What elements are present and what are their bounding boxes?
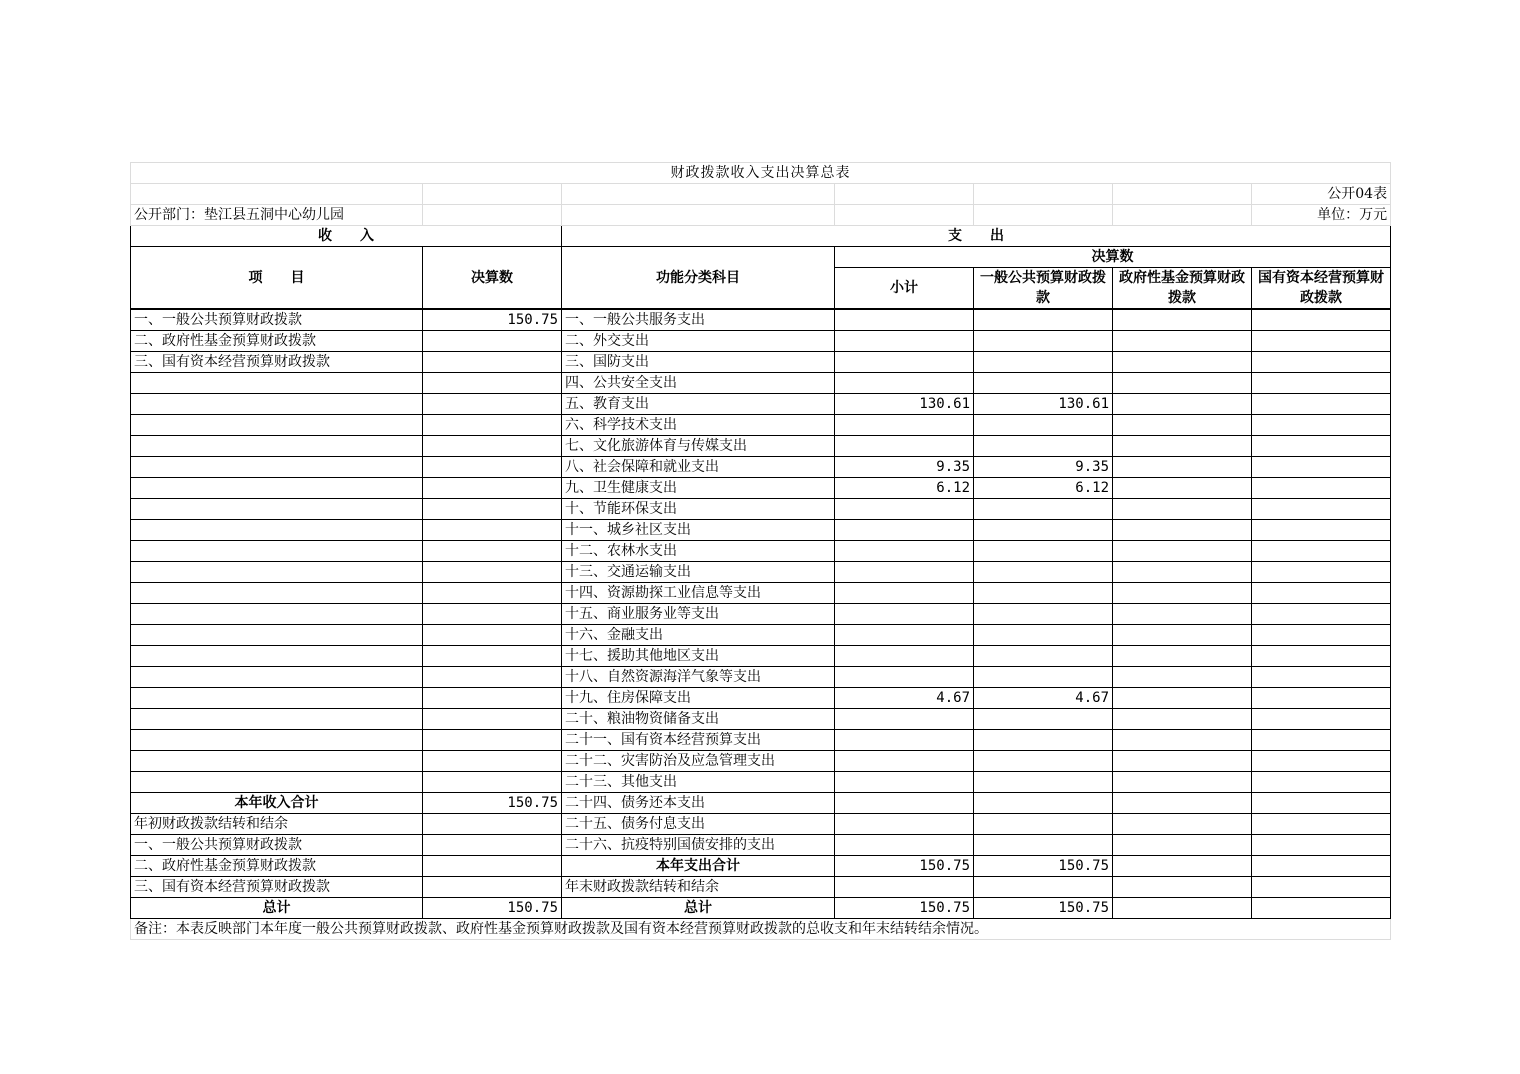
state-capital-cell — [1252, 625, 1391, 646]
table-row — [131, 709, 1391, 730]
income-amount-cell — [423, 604, 562, 625]
expense-item-cell: 一、一般公共服务支出 — [562, 310, 835, 331]
expense-item-cell: 二十四、债务还本支出 — [562, 793, 835, 814]
table-row — [131, 310, 1391, 331]
income-amount-cell — [423, 667, 562, 688]
income-item-cell — [131, 457, 423, 478]
table-row — [131, 835, 1391, 856]
subtotal-cell — [835, 331, 974, 352]
gov-fund-cell — [1113, 646, 1252, 667]
gov-fund-cell — [1113, 541, 1252, 562]
state-capital-cell — [1252, 520, 1391, 541]
income-item-cell: 三、国有资本经营预算财政拨款 — [131, 352, 423, 373]
subtotal-cell: 150.75 — [835, 856, 974, 877]
general-budget-cell — [974, 373, 1113, 394]
income-item-cell — [131, 604, 423, 625]
subtotal-cell — [835, 793, 974, 814]
income-item-cell — [131, 499, 423, 520]
income-amount-cell — [423, 436, 562, 457]
general-budget-cell: 4.67 — [974, 688, 1113, 709]
table-row — [131, 415, 1391, 436]
general-budget-cell — [974, 625, 1113, 646]
income-item-cell — [131, 751, 423, 772]
income-amount-cell — [423, 478, 562, 499]
state-capital-cell — [1252, 310, 1391, 331]
income-item-cell: 一、一般公共预算财政拨款 — [131, 310, 423, 331]
subtotal-cell — [835, 562, 974, 583]
income-item-cell — [131, 562, 423, 583]
gov-fund-cell — [1113, 751, 1252, 772]
page-title: 财政拨款收入支出决算总表 — [131, 163, 1391, 184]
gov-fund-cell — [1113, 877, 1252, 898]
state-capital-cell — [1252, 541, 1391, 562]
gov-fund-cell — [1113, 688, 1252, 709]
gov-fund-cell — [1113, 394, 1252, 415]
income-amount-cell — [423, 877, 562, 898]
report-sheet — [130, 162, 1390, 940]
general-budget-cell — [974, 352, 1113, 373]
expense-item-cell: 十七、援助其他地区支出 — [562, 646, 835, 667]
general-budget-cell: 6.12 — [974, 478, 1113, 499]
table-row — [131, 625, 1391, 646]
table-row — [131, 730, 1391, 751]
income-amount-cell — [423, 562, 562, 583]
expense-item-cell: 十六、金融支出 — [562, 625, 835, 646]
subtotal-cell — [835, 310, 974, 331]
income-header: 收 入 — [131, 226, 562, 247]
blank-cell — [835, 205, 974, 226]
income-amount-cell — [423, 520, 562, 541]
expense-item-cell: 十八、自然资源海洋气象等支出 — [562, 667, 835, 688]
income-amount-cell — [423, 772, 562, 793]
income-item-cell: 二、政府性基金预算财政拨款 — [131, 856, 423, 877]
blank-cell — [974, 184, 1113, 205]
state-capital-cell — [1252, 415, 1391, 436]
gov-fund-cell — [1113, 499, 1252, 520]
income-item-cell — [131, 373, 423, 394]
income-item-cell: 年初财政拨款结转和结余 — [131, 814, 423, 835]
income-item-cell: 三、国有资本经营预算财政拨款 — [131, 877, 423, 898]
state-capital-cell — [1252, 751, 1391, 772]
gov-fund-cell — [1113, 373, 1252, 394]
general-budget-cell — [974, 310, 1113, 331]
state-capital-cell — [1252, 856, 1391, 877]
general-budget-cell — [974, 520, 1113, 541]
table-row — [131, 688, 1391, 709]
expense-item-cell: 十二、农林水支出 — [562, 541, 835, 562]
general-budget-header: 一般公共预算财政拨款 — [974, 268, 1113, 309]
state-capital-cell — [1252, 877, 1391, 898]
blank-cell — [131, 184, 423, 205]
expense-item-cell: 五、教育支出 — [562, 394, 835, 415]
gov-fund-cell — [1113, 772, 1252, 793]
table-row — [131, 646, 1391, 667]
gov-fund-cell — [1113, 814, 1252, 835]
table-row — [131, 478, 1391, 499]
department-label: 公开部门：垫江县五洞中心幼儿园 — [131, 205, 423, 226]
table-row — [131, 373, 1391, 394]
data-rows — [131, 310, 1391, 919]
gov-fund-cell — [1113, 625, 1252, 646]
subtotal-cell — [835, 835, 974, 856]
expense-item-cell: 二十五、债务付息支出 — [562, 814, 835, 835]
income-item-cell — [131, 478, 423, 499]
general-budget-cell — [974, 835, 1113, 856]
subtotal-cell — [835, 604, 974, 625]
subtotal-cell — [835, 436, 974, 457]
general-budget-cell: 150.75 — [974, 898, 1113, 919]
gov-fund-cell — [1113, 793, 1252, 814]
general-budget-cell: 130.61 — [974, 394, 1113, 415]
expense-item-cell: 二十三、其他支出 — [562, 772, 835, 793]
blank-cell — [562, 184, 835, 205]
table-row — [131, 541, 1391, 562]
income-amount-cell — [423, 625, 562, 646]
table-row — [131, 331, 1391, 352]
general-budget-cell — [974, 667, 1113, 688]
subtotal-cell — [835, 415, 974, 436]
state-capital-cell — [1252, 604, 1391, 625]
general-budget-cell — [974, 646, 1113, 667]
income-amount-cell — [423, 814, 562, 835]
general-budget-cell — [974, 814, 1113, 835]
report-table — [130, 162, 1391, 309]
general-budget-cell — [974, 583, 1113, 604]
income-amount-cell — [423, 415, 562, 436]
form-number: 公开04表 — [1252, 184, 1391, 205]
state-capital-cell — [1252, 688, 1391, 709]
expense-item-cell: 六、科学技术支出 — [562, 415, 835, 436]
subtotal-cell — [835, 583, 974, 604]
income-item-cell — [131, 541, 423, 562]
income-amount-cell: 150.75 — [423, 793, 562, 814]
subtotal-cell: 6.12 — [835, 478, 974, 499]
gov-fund-cell — [1113, 478, 1252, 499]
expense-item-cell: 二十六、抗疫特别国债安排的支出 — [562, 835, 835, 856]
state-capital-header: 国有资本经营预算财政拨款 — [1252, 268, 1391, 309]
general-budget-cell — [974, 331, 1113, 352]
state-capital-cell — [1252, 772, 1391, 793]
final-amount-header: 决算数 — [423, 247, 562, 309]
income-amount-cell — [423, 709, 562, 730]
table-row — [131, 457, 1391, 478]
subtotal-cell — [835, 646, 974, 667]
subtotal-cell: 9.35 — [835, 457, 974, 478]
expense-item-cell: 二十一、国有资本经营预算支出 — [562, 730, 835, 751]
income-item-cell: 本年收入合计 — [131, 793, 423, 814]
state-capital-cell — [1252, 457, 1391, 478]
income-item-cell — [131, 646, 423, 667]
unit-label: 单位：万元 — [1252, 205, 1391, 226]
gov-fund-cell — [1113, 667, 1252, 688]
income-amount-cell — [423, 352, 562, 373]
gov-fund-cell — [1113, 352, 1252, 373]
income-amount-cell — [423, 688, 562, 709]
expense-item-cell: 十四、资源勘探工业信息等支出 — [562, 583, 835, 604]
general-budget-cell: 9.35 — [974, 457, 1113, 478]
item-header: 项 目 — [131, 247, 423, 309]
subtotal-cell — [835, 751, 974, 772]
income-item-cell — [131, 415, 423, 436]
state-capital-cell — [1252, 898, 1391, 919]
table-row — [131, 352, 1391, 373]
general-budget-cell — [974, 730, 1113, 751]
income-amount-cell — [423, 457, 562, 478]
income-amount-cell — [423, 751, 562, 772]
subtotal-cell — [835, 541, 974, 562]
gov-fund-cell — [1113, 856, 1252, 877]
state-capital-cell — [1252, 352, 1391, 373]
income-item-cell — [131, 730, 423, 751]
gov-fund-cell — [1113, 709, 1252, 730]
gov-fund-cell — [1113, 562, 1252, 583]
state-capital-cell — [1252, 730, 1391, 751]
state-capital-cell — [1252, 709, 1391, 730]
income-item-cell — [131, 583, 423, 604]
table-row — [131, 667, 1391, 688]
state-capital-cell — [1252, 373, 1391, 394]
table-row — [131, 583, 1391, 604]
table-row — [131, 856, 1391, 877]
general-budget-cell — [974, 877, 1113, 898]
state-capital-cell — [1252, 436, 1391, 457]
income-amount-cell — [423, 856, 562, 877]
general-budget-cell: 150.75 — [974, 856, 1113, 877]
income-amount-cell — [423, 730, 562, 751]
blank-cell — [1113, 205, 1252, 226]
expense-item-cell: 二、外交支出 — [562, 331, 835, 352]
general-budget-cell — [974, 415, 1113, 436]
expense-item-cell: 十三、交通运输支出 — [562, 562, 835, 583]
gov-fund-cell — [1113, 436, 1252, 457]
gov-fund-cell — [1113, 835, 1252, 856]
subtotal-cell — [835, 730, 974, 751]
general-budget-cell — [974, 709, 1113, 730]
subtotal-cell: 4.67 — [835, 688, 974, 709]
expense-item-cell: 四、公共安全支出 — [562, 373, 835, 394]
expense-header: 支 出 — [562, 226, 1391, 247]
table-row — [131, 772, 1391, 793]
state-capital-cell — [1252, 562, 1391, 583]
subtotal-cell — [835, 352, 974, 373]
expense-item-cell: 总计 — [562, 898, 835, 919]
gov-fund-header: 政府性基金预算财政拨款 — [1113, 268, 1252, 309]
expense-item-cell: 十九、住房保障支出 — [562, 688, 835, 709]
table-row — [131, 751, 1391, 772]
blank-cell — [562, 205, 835, 226]
state-capital-cell — [1252, 793, 1391, 814]
state-capital-cell — [1252, 835, 1391, 856]
expense-item-cell: 十、节能环保支出 — [562, 499, 835, 520]
general-budget-cell — [974, 499, 1113, 520]
state-capital-cell — [1252, 646, 1391, 667]
state-capital-cell — [1252, 478, 1391, 499]
income-amount-cell: 150.75 — [423, 310, 562, 331]
income-item-cell — [131, 772, 423, 793]
table-row — [131, 436, 1391, 457]
subtotal-header: 小计 — [835, 268, 974, 309]
income-amount-cell: 150.75 — [423, 898, 562, 919]
gov-fund-cell — [1113, 730, 1252, 751]
subtotal-cell — [835, 625, 974, 646]
state-capital-cell — [1252, 394, 1391, 415]
state-capital-cell — [1252, 814, 1391, 835]
expense-item-cell: 三、国防支出 — [562, 352, 835, 373]
income-amount-cell — [423, 835, 562, 856]
income-amount-cell — [423, 394, 562, 415]
blank-cell — [1113, 184, 1252, 205]
income-amount-cell — [423, 583, 562, 604]
subtotal-cell — [835, 709, 974, 730]
income-amount-cell — [423, 373, 562, 394]
income-amount-cell — [423, 331, 562, 352]
state-capital-cell — [1252, 331, 1391, 352]
gov-fund-cell — [1113, 415, 1252, 436]
gov-fund-cell — [1113, 604, 1252, 625]
general-budget-cell — [974, 436, 1113, 457]
blank-cell — [423, 184, 562, 205]
expense-item-cell: 八、社会保障和就业支出 — [562, 457, 835, 478]
table-row — [131, 562, 1391, 583]
table-row — [131, 604, 1391, 625]
gov-fund-cell — [1113, 457, 1252, 478]
income-item-cell — [131, 436, 423, 457]
income-item-cell — [131, 688, 423, 709]
gov-fund-cell — [1113, 520, 1252, 541]
expense-item-cell: 九、卫生健康支出 — [562, 478, 835, 499]
gov-fund-cell — [1113, 898, 1252, 919]
subtotal-cell — [835, 373, 974, 394]
subtotal-cell — [835, 499, 974, 520]
general-budget-cell — [974, 793, 1113, 814]
footnote: 备注：本表反映部门本年度一般公共预算财政拨款、政府性基金预算财政拨款及国有资本经营预算财政拨款的总收支和年末结转结余情况。 — [131, 919, 1391, 940]
subtotal-cell — [835, 772, 974, 793]
table-row — [131, 877, 1391, 898]
general-budget-cell — [974, 604, 1113, 625]
subtotal-cell: 150.75 — [835, 898, 974, 919]
income-item-cell: 总计 — [131, 898, 423, 919]
subtotal-cell: 130.61 — [835, 394, 974, 415]
table-row — [131, 520, 1391, 541]
subtotal-cell — [835, 520, 974, 541]
table-row — [131, 814, 1391, 835]
state-capital-cell — [1252, 667, 1391, 688]
gov-fund-cell — [1113, 583, 1252, 604]
table-row — [131, 898, 1391, 919]
blank-cell — [974, 205, 1113, 226]
blank-cell — [423, 205, 562, 226]
blank-cell — [835, 184, 974, 205]
expense-item-cell: 年末财政拨款结转和结余 — [562, 877, 835, 898]
income-amount-cell — [423, 646, 562, 667]
income-amount-cell — [423, 541, 562, 562]
expense-item-cell: 七、文化旅游体育与传媒支出 — [562, 436, 835, 457]
income-item-cell — [131, 667, 423, 688]
expense-item-cell: 十五、商业服务业等支出 — [562, 604, 835, 625]
general-budget-cell — [974, 562, 1113, 583]
income-amount-cell — [423, 499, 562, 520]
income-item-cell: 二、政府性基金预算财政拨款 — [131, 331, 423, 352]
general-budget-cell — [974, 751, 1113, 772]
income-item-cell: 一、一般公共预算财政拨款 — [131, 835, 423, 856]
income-item-cell — [131, 394, 423, 415]
gov-fund-cell — [1113, 331, 1252, 352]
general-budget-cell — [974, 541, 1113, 562]
final-amount-group-header: 决算数 — [835, 247, 1391, 268]
income-item-cell — [131, 520, 423, 541]
table-row — [131, 499, 1391, 520]
subtotal-cell — [835, 877, 974, 898]
expense-item-cell: 十一、城乡社区支出 — [562, 520, 835, 541]
state-capital-cell — [1252, 499, 1391, 520]
income-item-cell — [131, 625, 423, 646]
expense-item-cell: 二十、粮油物资储备支出 — [562, 709, 835, 730]
gov-fund-cell — [1113, 310, 1252, 331]
subtotal-cell — [835, 667, 974, 688]
table-row — [131, 394, 1391, 415]
function-class-header: 功能分类科目 — [562, 247, 835, 309]
table-row — [131, 793, 1391, 814]
expense-item-cell: 本年支出合计 — [562, 856, 835, 877]
state-capital-cell — [1252, 583, 1391, 604]
expense-item-cell: 二十二、灾害防治及应急管理支出 — [562, 751, 835, 772]
general-budget-cell — [974, 772, 1113, 793]
subtotal-cell — [835, 814, 974, 835]
income-item-cell — [131, 709, 423, 730]
